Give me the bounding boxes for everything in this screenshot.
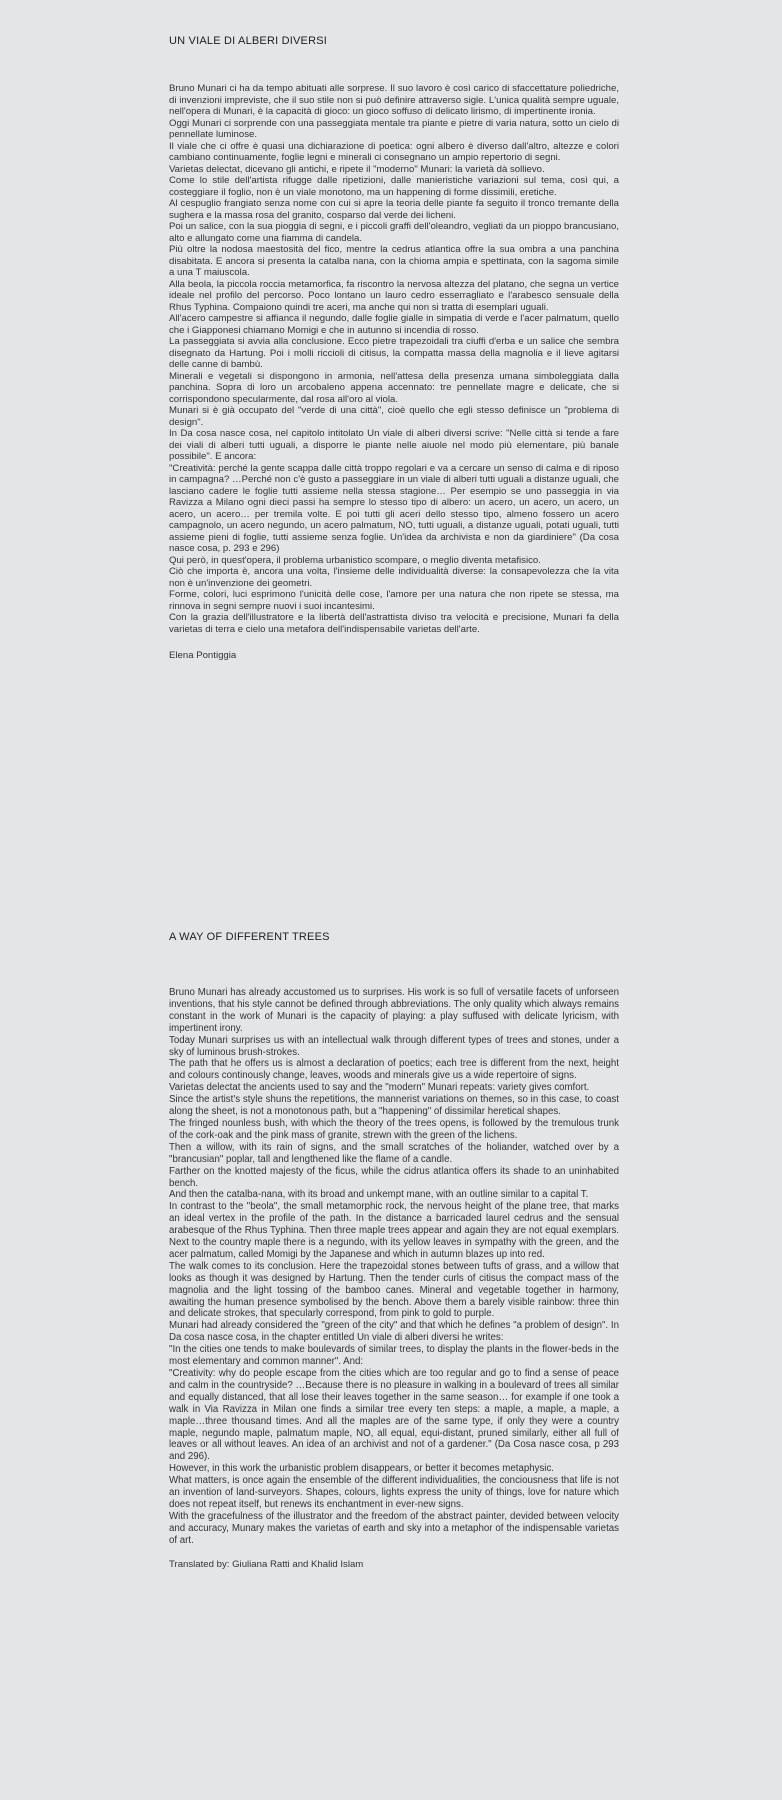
- italian-body: [169, 83, 619, 635]
- italian-paragraph: In Da cosa nasce cosa, nel capitolo intitolato Un viale di alberi diversi scrive: "Nelle città si tende a fare dei viali di alberi tutti uguali, a disporre le piante nelle aiuole nel modo più elementare, più banale possibile". E ancora:: [169, 428, 619, 462]
- italian-section: [169, 35, 619, 661]
- english-paragraph: The walk comes to its conclusion. Here the trapezoidal stones between tufts of grass, and a willow that looks as though it was designed by Hartung. Then the tender curls of citisus the compact mass of the magnolia and the light tossing of the bamboo canes. Mineral and vegetable together in harmony, awaiting the human presence symbolised by the bench. Above them a barely visible rainbow: three thin and delicate strokes, that specularly correspond, from pink to gold to purple.: [169, 1260, 619, 1320]
- english-section: [169, 931, 619, 1570]
- italian-paragraph: Bruno Munari ci ha da tempo abituati alle sorprese. Il suo lavoro è così carico di sfaccettature poliedriche, di invenzioni impreviste, che il suo stile non si può definire attraverso sigle. L'unica qualità sempre uguale, nell'opera di Munari, è la capacità di gioco: un gioco soffuso di delicato lirismo, di impertinente ironia.: [169, 83, 619, 117]
- english-paragraph: What matters, is once again the ensemble of the different individualities, the conciousness that life is not an invention of land-surveyors. Shapes, colours, lights express the unity of things, love for nature which does not repeat itself, but renews its enchantment in ever-new signs.: [169, 1475, 619, 1510]
- english-paragraph: Munari had already considered the "green of the city" and that which he defines "a problem of design". In Da cosa nasce cosa, in the chapter entitled Un viale di alberi diversi he writes:: [169, 1320, 619, 1344]
- italian-paragraph: Più oltre la nodosa maestosità del fico, mentre la cedrus atlantica offre la sua ombra a una panchina disabitata. E ancora si presenta la catalba nana, con la chioma ampia e spettinata, con la sagoma simile a una T maiuscola.: [169, 244, 619, 278]
- english-paragraph: And then the catalba-nana, with its broad and unkempt mane, with an outline similar to a capital T.: [169, 1189, 589, 1201]
- italian-paragraph: Con la grazia dell'illustratore e la libertà dell'astrattista diviso tra velocità e precisione, Munari fa della varietas di terra e cielo una metafora dell'indispensabile varietas dell'arte.: [169, 612, 619, 635]
- english-paragraph: Since the artist's style shuns the repetitions, the mannerist variations on themes, so in this case, to coast along the sheet, is not a monotonous path, but a "happening" of dissimilar heretical shapes.: [169, 1094, 619, 1118]
- english-paragraph: "Creativity: why do people escape from the cities which are too regular and go to find a sense of peace and calm in the countryside? …Because there is no pleasure in walking in a boulevard of trees all similar and equally distanced, that all lose their leaves together in the same season… for example if one took a walk in Via Ravizza in Milan one finds a similar tree every ten steps: a maple, a maple, a maple, a maple…three thousand times. And all the maples are of the same type, if only they were a country maple, negundo maple, palmatum maple, NO, all equal, equi-distant, pruned similarly, either all full of leaves or all without leaves. An idea of an archivist and not of a gardener." (Da Cosa nasce cosa, p 293 and 296).: [169, 1368, 619, 1463]
- italian-paragraph: Il viale che ci offre è quasi una dichiarazione di poetica: ogni albero è diverso dall'altro, altezze e colori cambiano continuamente, foglie legni e minerali ci consegnano un ampio repertorio di segni.: [169, 140, 619, 163]
- italian-paragraph: Forme, colori, luci esprimono l'unicità delle cose, l'amore per una natura che non ripete se stessa, ma rinnova in segni sempre nuovi i suoi incantesimi.: [169, 589, 619, 612]
- italian-paragraph: All'acero campestre si affianca il negundo, dalle foglie gialle in simpatia di verde e l'acer palmatum, quello che i Giapponesi chiamano Momigi e che in autunno si incendia di rosso.: [169, 313, 619, 336]
- english-paragraph: Bruno Munari has already accustomed us to surprises. His work is so full of versatile facets of unforseen inventions, that his style cannot be defined through abbreviations. The only quality which always remains constant in the work of Munari is the capacity of playing: a play suffused with delicate lyricism, with impertinent irony.: [169, 987, 619, 1034]
- english-paragraph: However, in this work the urbanistic problem disappears, or better it becomes metaphysic.: [169, 1463, 554, 1475]
- italian-paragraph: Come lo stile dell'artista rifugge dalle ripetizioni, dalle manieristiche variazioni sul tema, così qui, a costeggiare il foglio, non è un viale monotono, ma un happening di forme dissimili, eretiche.: [169, 175, 619, 198]
- english-title: A WAY OF DIFFERENT TREES: [169, 931, 330, 943]
- italian-paragraph: "Creatività: perché la gente scappa dalle città troppo regolari e va a cercare un senso di calma e di riposo in campagna? …Perché non c'è gusto a passeggiare in un viale di alberi tutti uguali a distanze uguali, che lasciano cadere le foglie tutti assieme nella stessa stagione… Per esempio se uno passeggia in via Ravizza a Milano ogni dieci passi ha sempre lo stesso tipo di albero: un acero, un acero, un acero, un acero, un acero… per tremila volte. E poi tutti gli aceri dello stesso tipo, almeno fossero un acero campagnolo, un acero negundo, un acero palmatum, NO, tutti uguali, a distanze uguali, potati uguali, tutti assieme pieni di foglie, tutti assieme senza foglie. Un'idea da archivista e non da giardiniere" (Da cosa nasce cosa, p. 293 e 296): [169, 462, 619, 554]
- english-paragraph: Farther on the knotted majesty of the ficus, while the cidrus atlantica offers its shade to an uninhabited bench.: [169, 1165, 619, 1189]
- italian-signature: Elena Pontiggia: [169, 650, 237, 661]
- english-signature: Translated by: Giuliana Ratti and Khalid Islam: [169, 1558, 364, 1570]
- italian-paragraph: Alla beola, la piccola roccia metamorfica, fa riscontro la nervosa altezza del platano, che segna un vertice ideale nel profilo del percorso. Poco lontano un lauro cedro esserragliato e l'arabesco sensuale della Rhus Typhina. Compaiono quindi tre aceri, ma anche qui non si tratta di esemplari uguali.: [169, 278, 619, 313]
- italian-paragraph: Poi un salice, con la sua pioggia di segni, e i piccoli graffi dell'oleandro, vegliati da un pioppo brancusiano, alto e allungato come una fiamma di candela.: [169, 221, 619, 244]
- italian-paragraph: La passeggiata si avvia alla conclusione. Ecco pietre trapezoidali tra ciuffi d'erba e un salice che sembra disegnato da Hartung. Poi i molli riccioli di citisus, la compatta massa della magnolia e il lieve agitarsi delle canne di bambù.: [169, 336, 619, 370]
- italian-paragraph: Munari si è già occupato del "verde di una città", cioè quello che egli stesso definisce un "problema di design".: [169, 405, 619, 428]
- italian-paragraph: Minerali e vegetali si dispongono in armonia, nell'attesa della presenza umana simboleggiata dalla panchina. Sopra di loro un arcobaleno appena accennato: tre pennellate magre e delicate, che si corrispondono specularmente, dal rosa all'oro al viola.: [169, 370, 619, 405]
- english-paragraph: The path that he offers us is almost a declaration of poetics; each tree is different from the next, height and colours continously change, leaves, woods and minerals give us a wide repertoire of signs.: [169, 1058, 619, 1082]
- english-paragraph: Varietas delectat the ancients used to say and the "modern" Munari repeats: variety gives comfort.: [169, 1082, 590, 1094]
- italian-paragraph: Ciò che importa è, ancora una volta, l'insieme delle individualità diverse: la consapevolezza che la vita non è un'invenzione dei geometri.: [169, 566, 619, 589]
- english-paragraph: With the gracefulness of the illustrator and the freedom of the abstract painter, devided between velocity and accuracy, Munary makes the varietas of earth and sky into a metaphor of the indispensable varietas of art.: [169, 1510, 619, 1546]
- italian-paragraph: Qui però, in quest'opera, il problema urbanistico scompare, o meglio diventa metafisico.: [169, 554, 541, 566]
- italian-paragraph: Al cespuglio frangiato senza nome con cui si apre la teoria delle piante fa seguito il tronco tremante della sughera e la massa rosa del granito, cosparso dal verde dei licheni.: [169, 198, 619, 221]
- english-paragraph: Then a willow, with its rain of signs, and the small scratches of the holiander, watched over by a "brancusian" poplar, tall and lengthened like the flame of a candle.: [169, 1141, 619, 1165]
- italian-paragraph: Varietas delectat, dicevano gli antichi, e ripete il "moderno" Munari: la varietà dà sollievo.: [169, 163, 545, 175]
- english-paragraph: In contrast to the "beola", the small metamorphic rock, the nervous height of the plane tree, that marks an ideal vertex in the profile of the path. In the distance a barricaded laurel cedrus and the sensual arabesque of the Rhus Typhina. Then three maple trees appear and again they are not equal exemplars. Next to the country maple there is a negundo, with its yellow leaves in sympathy with the green, and the acer palmatum, called Momigi by the Japanese and which in autumn blazes up into red.: [169, 1201, 619, 1260]
- english-paragraph: Today Munari surprises us with an intellectual walk through different types of trees and stones, under a sky of luminous brush-strokes.: [169, 1034, 619, 1058]
- english-paragraph: The fringed nounless bush, with which the theory of the trees opens, is followed by the tremulous trunk of the cork-oak and the pink mass of granite, strewn with the green of the lichens.: [169, 1117, 619, 1141]
- english-paragraph: "In the cities one tends to make boulevards of similar trees, to display the plants in the flower-beds in the most elementary and common manner". And:: [169, 1344, 619, 1368]
- italian-paragraph: Oggi Munari ci sorprende con una passeggiata mentale tra piante e pietre di varia natura, sotto un cielo di pennellate luminose.: [169, 117, 619, 140]
- english-body: [169, 987, 619, 1547]
- italian-title: UN VIALE DI ALBERI DIVERSI: [169, 35, 328, 47]
